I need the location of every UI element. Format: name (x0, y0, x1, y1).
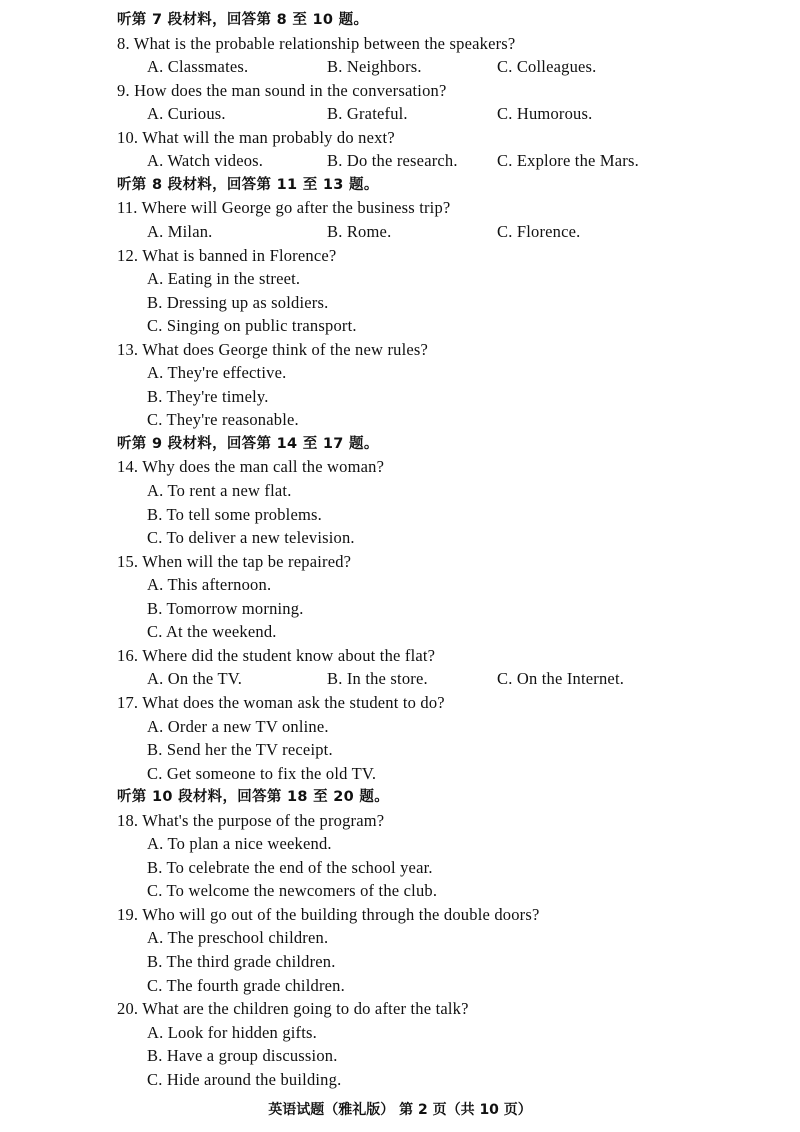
question-text: 20. What are the children going to do after the talk? (117, 999, 469, 1019)
answer-option: B. Grateful. (327, 104, 408, 124)
answer-option: C. Explore the Mars. (497, 151, 639, 171)
answer-options-row (0, 55, 800, 79)
answer-option: C. Florence. (497, 221, 581, 241)
answer-option: A. They're effective. (147, 363, 287, 383)
answer-option: C. Singing on public transport. (147, 316, 357, 336)
answer-options-row (0, 149, 800, 173)
answer-options-row (0, 667, 800, 691)
question-text: 12. What is banned in Florence? (117, 245, 337, 265)
answer-option: A. Eating in the street. (147, 269, 301, 289)
question-text: 15. When will the tap be repaired? (117, 551, 352, 571)
answer-option: A. To plan a nice weekend. (147, 834, 332, 854)
answer-option: A. Milan. (147, 221, 213, 241)
question-text: 10. What will the man probably do next? (117, 127, 395, 147)
answer-option: B. Send her the TV receipt. (147, 740, 333, 760)
answer-option: A. Look for hidden gifts. (147, 1022, 317, 1042)
question-text: 14. Why does the man call the woman? (117, 457, 385, 477)
answer-option: B. To celebrate the end of the school year. (147, 857, 433, 877)
question-text: 18. What's the purpose of the program? (117, 810, 385, 830)
question-text: 16. Where did the student know about the flat? (117, 645, 436, 665)
section-heading: 听第 7 段材料，回答第 8 至 10 题。 (117, 12, 369, 28)
answer-options-row (0, 220, 800, 244)
question-text: 17. What does the woman ask the student to do? (117, 692, 445, 712)
answer-options-row (0, 102, 800, 126)
answer-option: C. Humorous. (497, 104, 593, 124)
question-text: 8. What is the probable relationship between the speakers? (117, 33, 516, 53)
answer-option: C. At the weekend. (147, 622, 277, 642)
answer-option: B. Have a group discussion. (147, 1046, 338, 1066)
answer-option: A. Order a new TV online. (147, 716, 329, 736)
section-heading: 听第 8 段材料，回答第 11 至 13 题。 (117, 176, 379, 193)
answer-option: B. Do the research. (327, 151, 458, 171)
answer-option: B. To tell some problems. (147, 504, 322, 524)
question-text: 9. How does the man sound in the conversation? (117, 80, 447, 100)
answer-option: A. This afternoon. (147, 575, 272, 595)
answer-option: B. They're timely. (147, 386, 269, 406)
page-footer: 英语试题（雅礼版） 第 2 页（共 10 页） (268, 1102, 532, 1118)
answer-option: A. Curious. (147, 104, 226, 124)
answer-option: C. The fourth grade children. (147, 975, 345, 995)
question-text: 11. Where will George go after the business trip? (117, 198, 451, 218)
section-heading: 听第 10 段材料，回答第 18 至 20 题。 (117, 789, 390, 806)
answer-option: C. To deliver a new television. (147, 528, 355, 548)
answer-option: B. Tomorrow morning. (147, 598, 304, 618)
question-text: 13. What does George think of the new rules? (117, 339, 429, 359)
answer-option: C. They're reasonable. (147, 410, 299, 430)
answer-option: A. To rent a new flat. (147, 481, 292, 500)
answer-option: C. Colleagues. (497, 57, 597, 77)
answer-option: B. The third grade children. (147, 952, 336, 971)
answer-option: C. Get someone to fix the old TV. (147, 763, 377, 783)
answer-option: B. Dressing up as soldiers. (147, 292, 329, 312)
answer-option: B. Rome. (327, 221, 392, 241)
answer-option: C. To welcome the newcomers of the club. (147, 881, 438, 901)
answer-option: C. Hide around the building. (147, 1069, 342, 1089)
answer-option: A. Watch videos. (147, 151, 264, 171)
answer-option: A. On the TV. (147, 669, 243, 689)
answer-option: B. Neighbors. (327, 57, 422, 77)
answer-option: C. On the Internet. (497, 669, 625, 689)
answer-option: B. In the store. (327, 669, 428, 689)
answer-option: A. The preschool children. (147, 928, 329, 948)
answer-option: A. Classmates. (147, 57, 249, 77)
section-heading: 听第 9 段材料，回答第 14 至 17 题。 (117, 435, 379, 452)
question-text: 19. Who will go out of the building through the double doors? (117, 904, 540, 924)
